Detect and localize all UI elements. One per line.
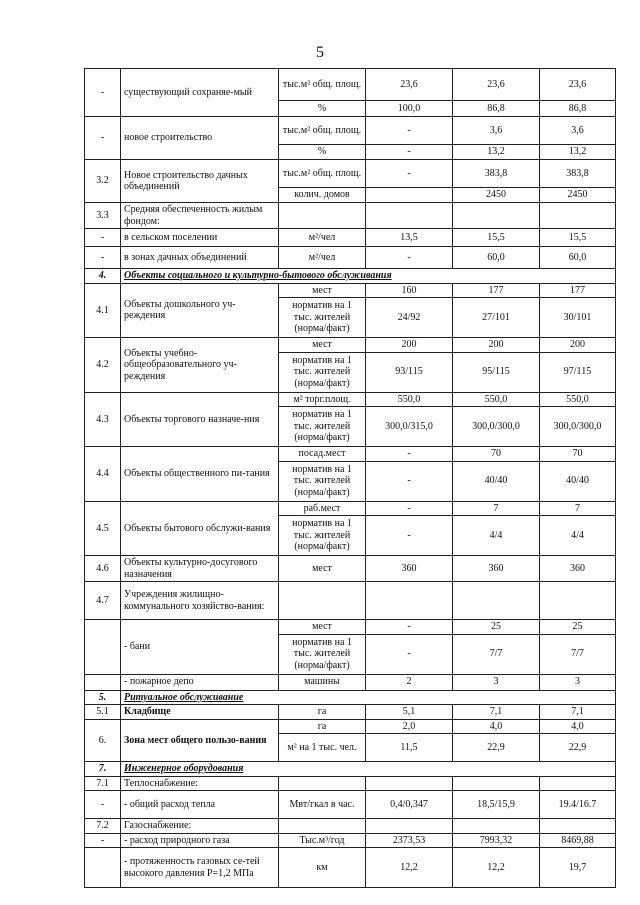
table-row: % 100,0 86,8 86,8 [85, 101, 616, 117]
table-row: норматив на 1 тыс. жителей (норма/факт) 24/92 27/101 30/101 [85, 298, 616, 338]
table-row: 3.2 Новое строительство дачных объединений тыс.м² общ. площ. - 383,8 383,8 [85, 160, 616, 188]
table-row: - пожарное депо машины 2 3 3 [85, 674, 616, 690]
table-row: 4.4 Объекты общественного пи-тания посад.мест - 70 70 [85, 447, 616, 462]
table-row: 7.1 Теплоснабжение: [85, 776, 616, 791]
table-row: - протяженность газовых се-тей высокого давления P=1,2 МПа км 12,2 12,2 19,7 [85, 848, 616, 888]
table-row: 4.5 Объекты бытового обслужи-вания раб.мест - 7 7 [85, 501, 616, 516]
table-row: - в сельском поселении м²/чел 13,5 15,5 15,5 [85, 229, 616, 247]
table-row: норматив на 1 тыс. жителей (норма/факт) - 7/7 7/7 [85, 634, 616, 674]
table-row: колич. домов 2450 2450 [85, 188, 616, 203]
page-number: 5 [316, 44, 324, 61]
table-row: норматив на 1 тыс. жителей (норма/факт) 93/115 95/115 97/115 [85, 352, 616, 392]
table-row: м² на 1 тыс. чел. 11,5 22,9 22,9 [85, 734, 616, 762]
table-row: норматив на 1 тыс. жителей (норма/факт) - 40/40 40/40 [85, 461, 616, 501]
table-row: - бани мест - 25 25 [85, 620, 616, 635]
table-row: - - общий расход тепла Мвт/гкал в час. 0,4/0,347 18,5/15,9 19.4/16.7 [85, 791, 616, 819]
table-row: 7.2 Газоснабжение: [85, 819, 616, 834]
section-row: 7. Инженерное оборудования [85, 762, 616, 777]
table-row: 4.2 Объекты учебно-общеобразовательного уч-реждения мест 200 200 200 [85, 338, 616, 353]
table-row: 4.3 Объекты торгового назначе-ния м² торг.площ. 550,0 550,0 550,0 [85, 392, 616, 407]
section-row: 5. Ритуальное обслуживание [85, 690, 616, 705]
table-row: - в зонах дачных объединений м²/чел - 60,0 60,0 [85, 247, 616, 269]
table-row: 4.7 Учреждения жилищно-коммунального хозяйство-вания: [85, 582, 616, 620]
table-row: - существующий сохраняе-мый тыс.м² общ. площ. 23,6 23,6 23,6 [85, 69, 616, 101]
table-row: - новое строительство тыс.м² общ. площ. - 3,6 3,6 [85, 117, 616, 145]
table-row: норматив на 1 тыс. жителей (норма/факт) 300,0/315,0 300,0/300,0 300,0/300,0 [85, 407, 616, 447]
table-row: 5.1 Кладбище га 5,1 7,1 7,1 [85, 705, 616, 720]
table-row: норматив на 1 тыс. жителей (норма/факт) - 4/4 4/4 [85, 516, 616, 556]
table-row: - - расход природного газа Тыс.м³/год 2373,53 7993,32 8469,88 [85, 833, 616, 848]
table-row: 3.3 Средняя обеспеченность жилым фондом: [85, 203, 616, 229]
table-row: 4.1 Объекты дошкольного уч-реждения мест 160 177 177 [85, 283, 616, 298]
indicators-table [84, 68, 616, 888]
table-row: 6. Зона мест общего пользо-вания га 2,0 4,0 4,0 [85, 719, 616, 734]
table-row: 4.6 Объекты культурно-досугового назначения мест 360 360 360 [85, 556, 616, 582]
table-row: % - 13,2 13,2 [85, 145, 616, 160]
section-row: 4. Объекты социального и культурно-бытового обслуживания [85, 269, 616, 284]
